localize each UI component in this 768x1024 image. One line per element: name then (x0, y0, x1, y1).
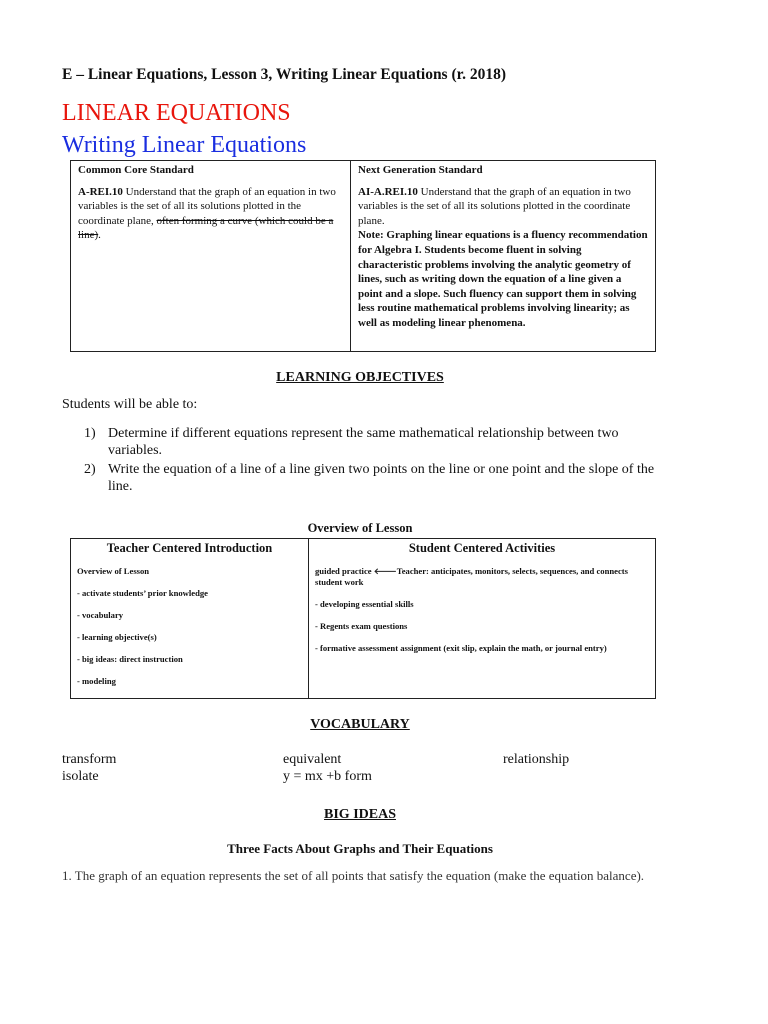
teacher-centered-list (77, 566, 302, 687)
common-core-column (71, 161, 351, 351)
common-core-code: A-REI.10 (78, 185, 123, 198)
vocab-term: y = mx +b form (283, 769, 372, 784)
list-item: - Regents exam questions (315, 621, 408, 631)
overview-table (70, 538, 656, 699)
arrow-left-icon: 🡐 (373, 566, 397, 576)
vocabulary-grid (62, 752, 662, 786)
struck-text: often forming a curve (which could be a line) (78, 214, 334, 242)
objectives-intro: Students will be able to: (62, 397, 198, 412)
list-item: - big ideas: direct instruction (77, 654, 183, 664)
learning-objectives-heading: LEARNING OBJECTIVES (276, 370, 444, 385)
list-item: Overview of Lesson (77, 566, 150, 576)
lesson-subtitle: Writing Linear Equations (62, 132, 307, 158)
teacher-centered-heading: Teacher Centered Introduction (106, 541, 273, 555)
guided-practice-detail: Teacher: anticipates, monitors, selects, sequences, and connects student work (315, 566, 628, 587)
overview-caption: Overview of Lesson (307, 521, 413, 535)
list-text: Write the equation of a line of a line given two points on the line or one point and the slope of the line. (108, 462, 655, 494)
next-gen-standard-text (358, 185, 648, 229)
next-gen-note-text: Note: Graphing linear equations is a fluency recommendation for Algebra I. Students become fluent in solving characteristic problems involving the analytic geometry of lines, such as writing down the equation of a line given a point and a slope. Such fluency can support them in solving less routine mathematical problems involving linearity; as well as modeling linear phenomena. (358, 229, 648, 329)
list-item: - learning objective(s) (77, 632, 157, 642)
list-item (84, 425, 664, 459)
common-core-heading: Common Core Standard (78, 164, 194, 176)
vocab-term (503, 769, 663, 786)
standards-table (70, 160, 656, 352)
next-gen-heading: Next Generation Standard (358, 164, 483, 176)
vocab-term: relationship (503, 752, 570, 767)
next-gen-column (351, 161, 655, 351)
vocab-term: transform (62, 752, 117, 767)
next-gen-note (358, 228, 648, 330)
teacher-centered-column (71, 539, 309, 698)
common-core-standard-text (78, 185, 343, 243)
common-core-description: Understand that the graph of an equation in two variables is the set of all its solutions plotted in the coordinate plane, (78, 185, 336, 227)
next-gen-code: AI-A.REI.10 (358, 185, 418, 198)
list-item (84, 461, 664, 495)
list-item (315, 566, 649, 588)
guided-practice-label: guided practice (315, 566, 374, 576)
list-item: - vocabulary (77, 610, 124, 620)
big-ideas-heading: BIG IDEAS (324, 807, 396, 822)
list-item: - formative assessment assignment (exit slip, explain the math, or journal entry) (315, 643, 607, 653)
student-centered-heading: Student Centered Activities (408, 541, 556, 555)
objectives-list (84, 425, 664, 497)
vocabulary-heading: VOCABULARY (310, 717, 410, 732)
list-item: - modeling (77, 676, 116, 686)
vocab-term: equivalent (283, 752, 342, 767)
list-item: - developing essential skills (315, 599, 414, 609)
fact-1: 1. The graph of an equation represents the set of all points that satisfy the equation (make the equation balance). (62, 868, 645, 883)
lesson-title: LINEAR EQUATIONS (62, 100, 291, 126)
facts-heading: Three Facts About Graphs and Their Equations (227, 841, 493, 856)
student-centered-column (309, 539, 655, 698)
list-number: 2) (84, 462, 96, 477)
list-number: 1) (84, 426, 96, 441)
list-text: Determine if different equations represent the same mathematical relationship between two variables. (108, 426, 619, 458)
list-item: - activate students’ prior knowledge (77, 588, 208, 598)
document-header: E – Linear Equations, Lesson 3, Writing Linear Equations (r. 2018) (62, 66, 506, 83)
common-core-trailing: . (98, 229, 101, 242)
next-gen-description: Understand that the graph of an equation in two variables is the set of all its solutions plotted in the coordinate plane. (358, 185, 631, 227)
student-centered-list (315, 566, 649, 654)
vocab-term: isolate (62, 769, 99, 784)
